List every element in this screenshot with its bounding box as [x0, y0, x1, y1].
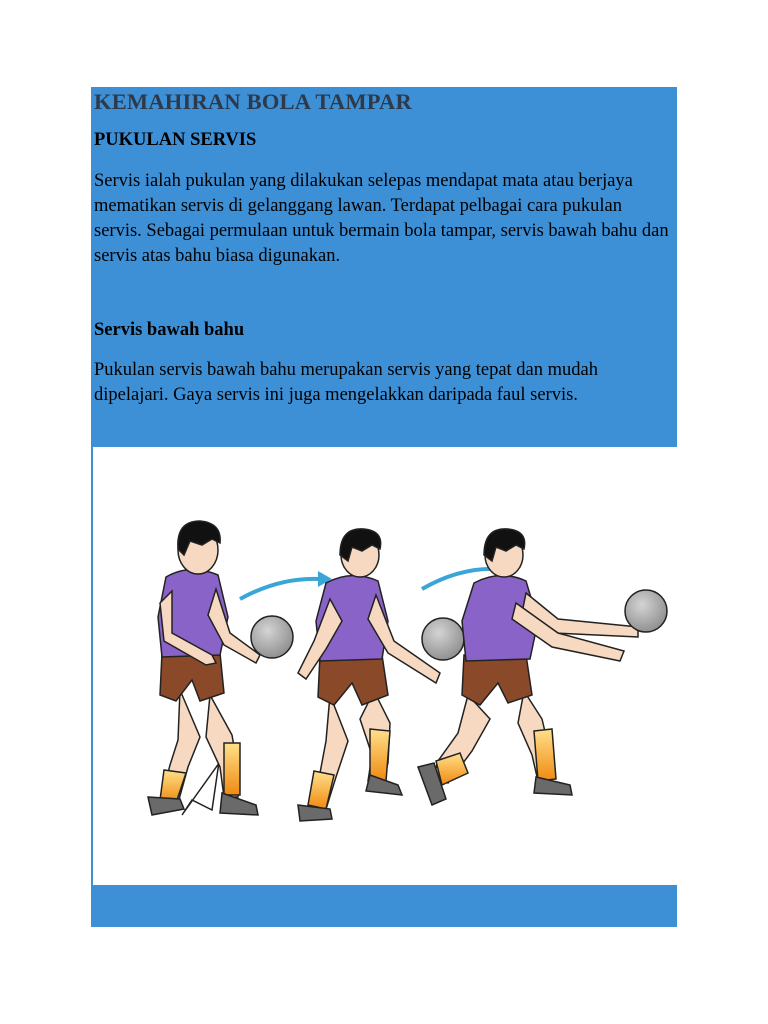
section-paragraph: Pukulan servis bawah bahu merupakan servis yang tepat dan mudah dipelajari. Gaya servis ini juga mengelakkan daripada faul servis. — [94, 360, 598, 405]
left-border-rule — [91, 447, 93, 887]
figure-stage-1 — [148, 521, 293, 815]
figure-stage-3 — [418, 529, 667, 805]
intro-paragraph: Servis ialah pukulan yang dilakukan selepas mendapat mata atau berjaya mematikan servis di gelanggang lawan. Terdapat pelbagai cara pukulan servis. Sebagai permulaan untuk bermain bola tampar, servis bawah bahu dan servis atas bahu biasa digunakan. — [94, 171, 669, 266]
serve-sequence-illustration — [120, 505, 680, 925]
page-subtitle: PUKULAN SERVIS — [94, 130, 257, 150]
text-panel — [91, 87, 677, 447]
motion-arrow-icon — [240, 571, 332, 599]
section-heading: Servis bawah bahu — [94, 320, 245, 340]
page-title: KEMAHIRAN BOLA TAMPAR — [94, 89, 412, 114]
